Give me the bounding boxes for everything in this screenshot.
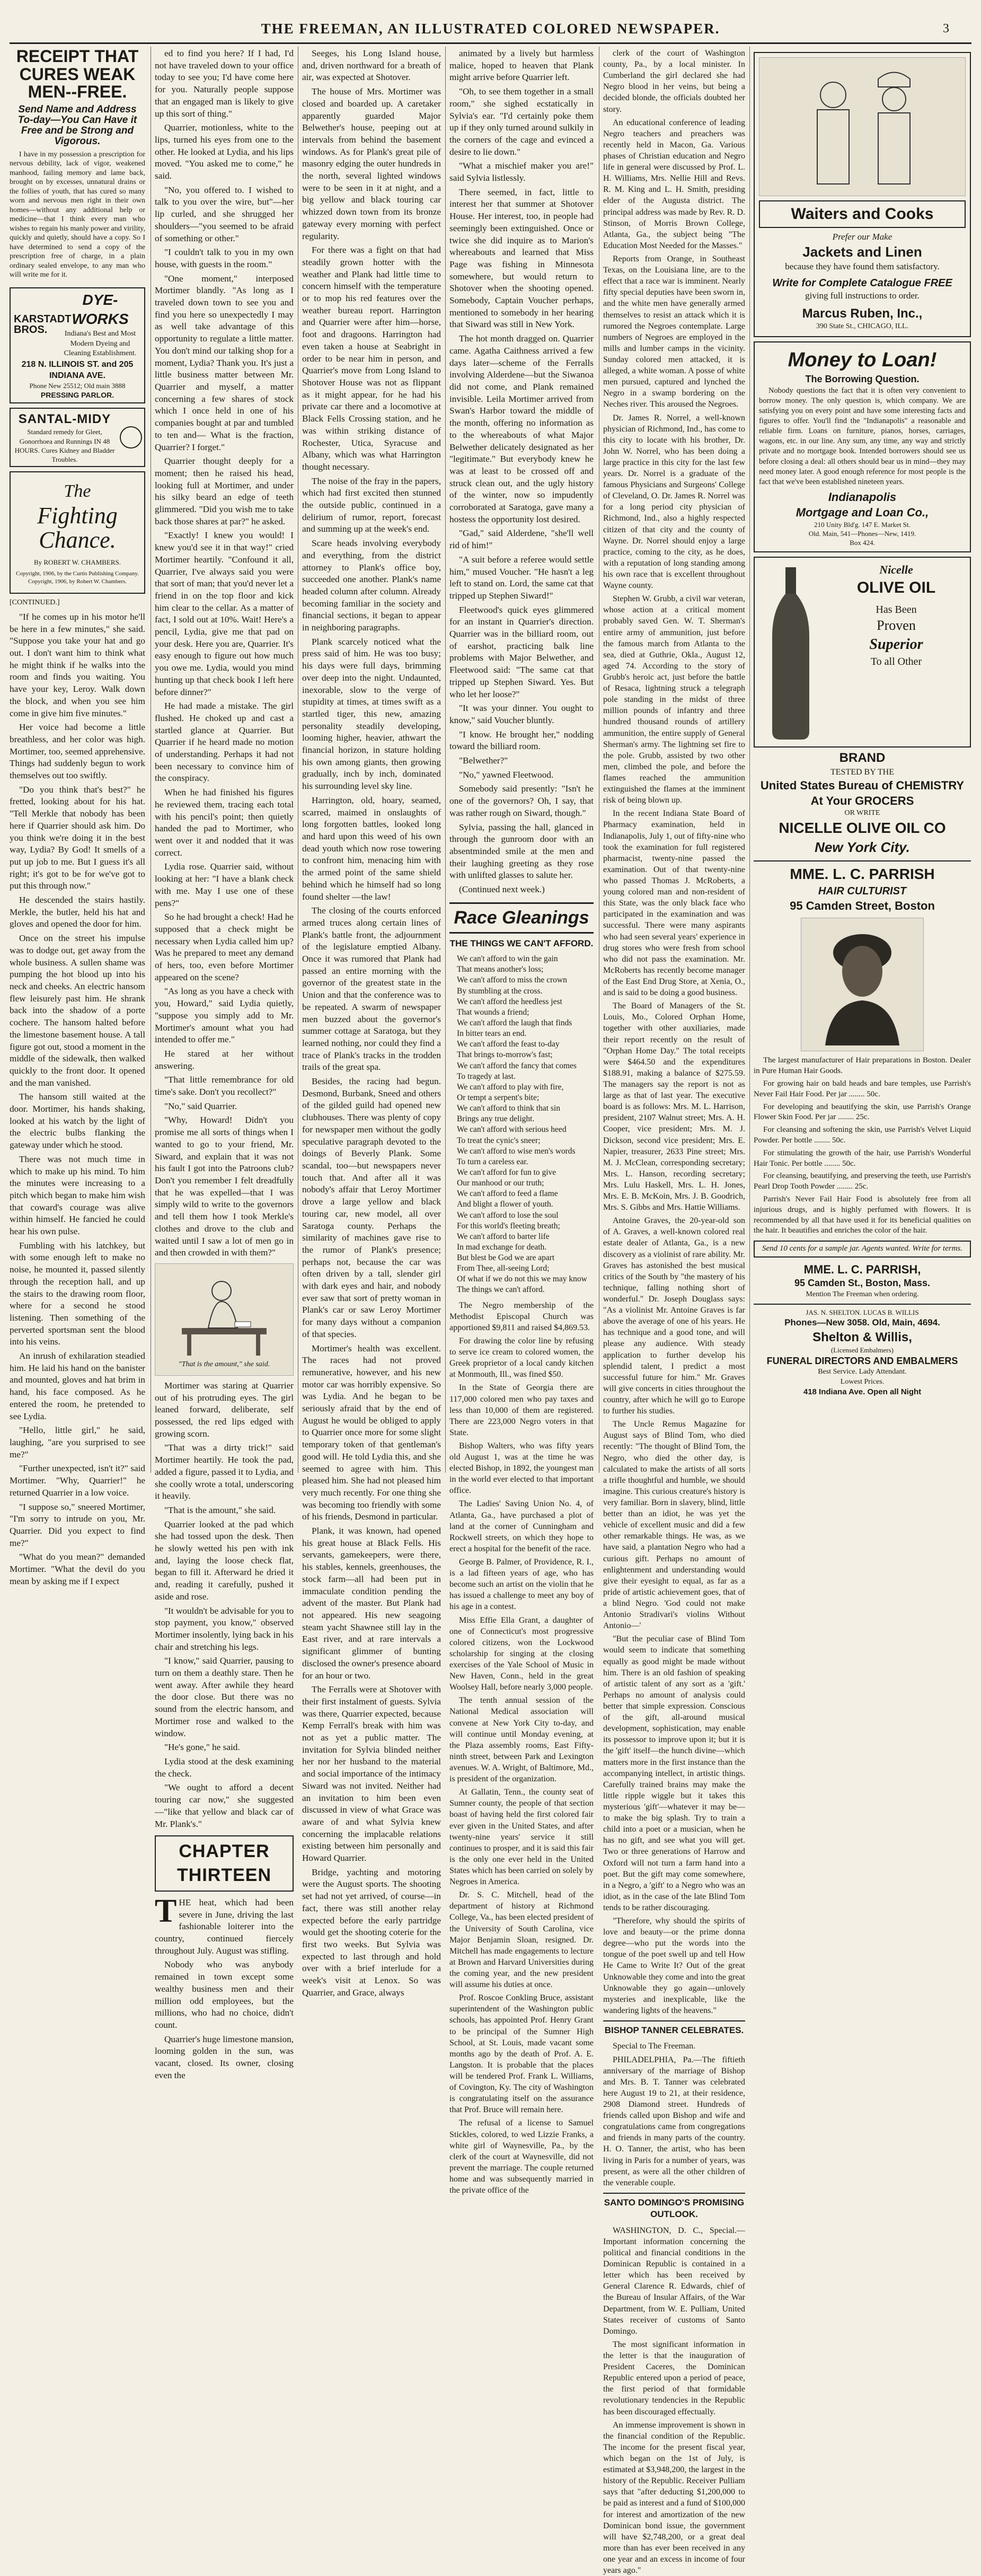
story-paragraph: For there was a fight on that had steadily grown hotter with the weather and Plank had little time to concern himself with the temperature or to mop his red features over the weather bureau report. Harrington and Quarrier were after him—horse, foot and dragoons. Harrington had even taken a house at Seabright in order to be near him in person, and Quarrier's move from Long Island to Shotover House was not as flippant as it might appear, for he had his private car there and a locomotive at Black Fells Crossing station, and he was within striking distance of Rochester, Utica, Syracuse and Albany, which was what Harrington thought necessary. — [302, 245, 441, 472]
column-rule — [749, 47, 750, 1473]
news-item: The tenth annual session of the National Medical association will convene at New York City to-day, and will continue until Monday evening, at the Plaza assembly rooms, East Fifty-ninth street, between Park and Lexington avenues. W. A. Wright, of Baltimore, Md., is president of the organization. — [449, 1696, 594, 1784]
news-item: George B. Palmer, of Providence, R. I., is a lad fifteen years of age, who has become such an artist on the violin that he has issued a challenge to meet any boy of his age in a contest. — [449, 1558, 594, 1612]
story-paragraph: Fleetwood's quick eyes glimmered for an instant in Quarrier's direction. Quarrier was in the billiard room, out of earshot, practicing balk line problems with Major Belwether, and Fleetwood said: "The same cat that tripped up Stephen Siward. Yes. But who let her loose?" — [449, 604, 594, 699]
story-title-the: The — [64, 481, 91, 501]
ad-oil-line6: TESTED BY THE — [830, 768, 894, 777]
poem-line: From Thee, all-seeing Lord; — [457, 1264, 550, 1273]
ad-dye-works — [10, 287, 145, 403]
ad-oil-brand: Nicelle — [879, 563, 913, 577]
news-item: An educational conference of leading Negro teachers and preachers was recently held in Macon, Ga. Various phases of Christian education and Negro life in general were discussed by Prof. L. H. Williams, Mrs. Nellie Hill and Revs. R. M. King and L. H. Smith, presiding elder of the Augusta district. The principal address was made by Rev. R. D. Stinson, of Morris Brown College, Atlanta, Ga., the subject being "The Education Most Needed for the Masses." — [603, 118, 745, 250]
story-body-3 — [302, 48, 441, 1999]
chapter-paragraph: Quarrier's huge limestone mansion, looming golden in the sun, was vacant, closed. Its owner, closing even the — [155, 2034, 294, 2080]
story-paragraph: (Continued next week.) — [459, 884, 545, 895]
news-item: "Therefore, why should the spirits of love and beauty—or the prime donna degree—who put the words into the tongue of the poet swell up and tell How He Came to Write It? Out of the great Unknowable they come and into the great Unknowable they go again—unlovely mysteries and inexplicable, like the wandering lights of the heavens." — [603, 1916, 745, 2015]
news-item: clerk of the court of Washington county, Pa., by a local minister. In Cumberland the girl declared she had Negro blood in her veins, but being a decided blonde, the officials doubted her story. — [603, 49, 745, 114]
illustration-woman-at-desk — [155, 1263, 294, 1376]
story-paragraph: Scare heads involving everybody and everything, from the district attorney to Plank's office boy, succeeded one another. Plank's name headed column after column. Already becoming familiar in the society and financial sections, it began to appear in neighboring paragraphs. — [302, 538, 441, 633]
ad-money-subtitle: The Borrowing Question. — [805, 373, 920, 384]
story-paragraph: "Oh, to see them together in a small room," she sighed ecstatically in Sylvia's ear. "I'd certainly poke them up if they only turned around sulkily in the corners of the cage and evinced a desire to lie down." — [449, 86, 594, 157]
story-paragraph: There was not much time in which to make up his mind. To him the minutes were increasing to a pitch which began to make him wish that coward's courage was alive within himself. He fancied he could hear his own pulse. — [10, 1154, 145, 1237]
ad-waiters-address: 390 State St., CHICAGO, ILL. — [816, 322, 909, 331]
story-paragraph: "Gad," said Alderdene, "she'll well rid of him!" — [449, 528, 594, 551]
poem-line: We can't afford to play with fire, — [457, 1082, 564, 1092]
column-3 — [302, 48, 441, 1998]
story-paragraph: Besides, the racing had begun. Desmond, Burbank, Sneed and others of the gilded guild had opened new clubhouses. There was plenty of copy for newspaper men without the godly speculative paragraph devoted to the doings of Beverly Plank. Some scandal, too—but newspapers never touch that. And after all it was nobody's affair that Leroy Mortimer drove a large yellow and black touring car, new model, all over Saratoga county. Perhaps the similarity of machines gave rise to the rumor of Plank's presence; perhaps not, because the car was often driven by a tall, slender girl with dark eyes and hair, and nobody ever saw that sort of pretty woman in Plank's car or saw Leroy Mortimer for many days without a companion of that species. — [302, 1076, 441, 1339]
story-paragraph: The house of Mrs. Mortimer was closed and boarded up. A caretaker apparently guarded Major Belwether's house, peeping out at intervals from behind the basement windows. As for Plank's great pile of masonry edging the outer hundreds in the north, several lighted windows were to be seen in it at night, and a big yellow and black touring car whizzed down town from its bronze gateway every morning with perfect regularity. — [302, 86, 441, 241]
news-item: The Uncle Remus Magazine for August says of Blind Tom, who died recently: "The thought of Blind Tom, the Negro, who died the other day, is calculated to make the artists of all sorts a trifle thoughtful and humble, we should imagine. This curious creature's history is very familiar. Born in slavery, blind, little better than an idiot, he was yet the vehicle of excellent music and did a few other remarkable things. He was, as we have said, a plantation Negro who had a curious gift. Perhaps no amount of enlightenment and understanding would give their eyesight to equal, as far as a pride of artistic achievement goes, that of a blind Negro. 'God could not make Antonio Stradivari's violins Without Antonio—' — [603, 1420, 745, 1631]
poem-title: THE THINGS WE CAN'T AFFORD. — [449, 938, 594, 948]
story-paragraph: "It was your dinner. You ought to know," said Voucher bluntly. — [449, 703, 594, 725]
poem-line: We can't afford the laugh that finds — [457, 1018, 572, 1027]
ad-funeral-service: Best Service. Lady Attendant. — [818, 1368, 907, 1376]
story-paragraph: The hansom still waited at the door. Mortimer, his hands shaking, looked at his watch by the light of the electric bulbs flanking the gateway under which he stood. — [10, 1092, 145, 1150]
chapter-dropcap: T — [155, 1893, 177, 1929]
chapter-heading: CHAPTER THIRTEEN — [155, 1835, 294, 1892]
story-paragraph: "Do you think that's best?" he fretted, looking about for his hat. "Tell Merkle that nobody has been here if Quarrier should ask him. Do you think we're doing it in the best way, Lydia? By God! It smells of a put up job to me. But I guess it's all right; it's got to be for we've got to put this through now." — [10, 784, 145, 891]
story-paragraph: "What a mischief maker you are!" said Sylvia listlessly. — [449, 161, 594, 183]
ad-parrish-line: For cleansing and softening the skin, use Parrish's Velvet Liquid Powder. Per bottle ........ 50c. — [754, 1126, 971, 1145]
story-paragraph: Fumbling with his latchkey, but with some enough left to make no noise, he mounted it, passed silently through the reception hall, and up the stairs to the drawing room floor, where for a second he stood listening. Then something of the perverted sportsman sent the blood into his veins. — [10, 1240, 145, 1347]
ad-waiters-line5: giving full instructions to order. — [805, 291, 920, 301]
ad-receipt-body: I have in my possession a prescription for nervous debility, lack of vigor, weakened manhood, failing memory and lame back, brought on by excesses, unnatural drains or the follies of youth, that has cured so many worn and nervous men right in their own homes—without any additional help or medicine—that I think every man who wishes to regain his manly power and virility, quickly and quietly, should have a copy. So I have determined to send a copy of the prescription free of charge, in a plain ordinary sealed envelope, to any man who will write me for it. — [10, 150, 145, 279]
portrait-photo — [801, 918, 924, 1051]
ad-oil-title: OLIVE OIL — [856, 579, 936, 597]
ad-money-box: Box 424. — [850, 539, 875, 547]
ad-funeral-names: JAS. N. SHELTON. LUCAS B. WILLIS — [806, 1308, 919, 1317]
oil-bottle-icon — [759, 562, 823, 742]
news-paragraph: Special to The Freeman. — [613, 2042, 696, 2051]
story-paragraph: "That was a dirty trick!" said Mortimer heartily. He took the pad, added a figure, passed it to Lydia, and she coolly wrote a total, underscoring it heavily. — [155, 1443, 294, 1501]
poem-line: Our manhood or our truth; — [457, 1179, 544, 1188]
poem-line: We can't afford the heedless jest — [457, 997, 562, 1006]
ad-money-title: Money to Loan! — [788, 348, 937, 371]
ad-parrish-line: For stimulating the growth of the hair, use Parrish's Wonderful Hair Tonic. Per bottle ........ 50c. — [754, 1148, 971, 1168]
story-paragraph: There seemed, in fact, little to interest her that summer at Shotover House. Her interest, too, in people had seemingly been extinguished. Once or twice she did inquire as to Marion's whereabouts and learned that Miss Page was fishing in Minnesota somewhere, but would return to Shotover when the shooting opened. Somebody, Captain Voucher perhaps, mentioned to somebody in her hearing that Siward was still in New York. — [449, 187, 594, 330]
column-5 — [603, 48, 745, 2575]
news-item: The Negro membership of the Methodist Episcopal Church was apportioned $9,811 and raised $4,869.53. — [449, 1300, 594, 1332]
story-body-4 — [449, 48, 594, 896]
news-paragraph: An immense improvement is shown in the financial condition of the Republic. The income for the present fiscal year, which began on the 1st of July, is estimated at $3,948,200, the largest in the history of the Republic. Receiver Pulliam says that "after deducting $1,200,000 to be paid as interest and a fund of $100,000 for interest and amortization of the new Dominican bond issue, the government will have $2,748,200, or a great deal more than has ever been received in any one year and an excess in income of four years ago." — [603, 2420, 745, 2575]
news-body-5 — [603, 48, 745, 2016]
ad-parrish-line: For growing hair on bald heads and bare temples, use Parrish's Never Fail Hair Food. Per jar ........ 50c. — [754, 1079, 971, 1098]
ad-oil-line5: BRAND — [839, 751, 886, 766]
poem-line: Or tempt a serpent's bite; — [457, 1093, 540, 1102]
ad-parrish-line: For developing and beautifying the skin, use Parrish's Orange Flower Skin Food. Per jar ........ 25c. — [754, 1102, 971, 1122]
news-paragraph: PHILADELPHIA, Pa.—The fiftieth anniversary of the marriage of Bishop and Mrs. B. T. Tanner was celebrated here August 19 to 21, at their residence, 2908 Diamond street. Hundreds of friends called upon Bishop and wife and congratulations came from congregations and friends in many parts of the country. H. O. Tanner, the artist, who has been living in Paris for a number of years, was present, as were all the other children of the venerable couple. — [603, 2055, 745, 2187]
news-item: "But the peculiar case of Blind Tom would seem to indicate that something equally as good might be made without him. There is an old fashion of speaking of artistic talent of any sort as a 'gift.' Perhaps no amount of analysis could better that simple expression. Conscious of the gift, all-around musical development, sophistication, may enable its possessor to improve upon it; but it is the 'gift' itself—the hunch divine—which matters more in the first instance than the accompanying intellect, in artistic things. Carefully trained brains may make the little ripple wiggle but it takes this mysterious 'gift'—whatever it may be—to make the big splash. Try to train a child into a poet or a musician, when he has no gift, and see what you will get. Two or three generations of Harrow and Oxford will not turn a farm hand into a poet. But the gift may come somewhere, in a Negro, a 'gift' to a Negro who was an idiot, as in the case of the late Blind Tom tends to be rather discouraging. — [603, 1634, 745, 1912]
ad-waiters-line2: Jackets and Linen — [802, 244, 922, 260]
masthead-title: THE FREEMAN, AN ILLUSTRATED COLORED NEWSPAPER. — [261, 21, 720, 37]
ad-parrish-address: 95 Camden Street, Boston — [790, 899, 935, 913]
story-paragraph: When he had finished his figures he reviewed them, tracing each total with his pencil's point; then quietly handed the pad to Mortimer, who went over it and nodded that it was correct. — [155, 787, 294, 858]
ad-funeral-firm: Shelton & Willis, — [812, 1330, 912, 1344]
ad-parrish-line: For cleansing, beautifying, and preserving the teeth, use Parrish's Pearl Drop Tooth Powder ........ 25c. — [754, 1172, 971, 1191]
story-paragraph: Somebody said presently: "Isn't he one of the governors? Oh, I say, that was rather rough on Siward, though." — [449, 784, 594, 818]
portrait-icon — [809, 924, 915, 1045]
poem — [449, 954, 594, 1296]
story-paragraph: "One moment," interposed Mortimer blandly. "As long as I traveled down town to see you and find you here so unexpectedly I may as well take advantage of this opportunity to regulate a little matter. You don't mind our talking shop for a moment, Lydia? Thank you. It's just a little business matter between Mr. Quarrier and myself, a matter concerning a few shares of stock which I once held in one of his companies bought at par and tumbled to ten and— What is the fraction, Quarrier? I forget." — [155, 273, 294, 452]
story-title: Fighting Chance. — [37, 502, 118, 553]
story-paragraph: Mortimer's health was excellent. The races had not proved remunerative, however, and his new motor car was horribly expensive. So was Lydia. And he began to be seriously afraid that by the end of August he would be obliged to apply to Quarrier once more for some slight temporary token of that gentleman's good will. He told Lydia this, and she seemed to agree with him. This pleased him. She had not pleased him very much recently. For one thing she was becoming too friendly with some of his friends, Desmond in particular. — [302, 1343, 441, 1522]
column-1 — [10, 47, 145, 1586]
poem-line: In mad exchange for death. — [457, 1242, 547, 1252]
ad-money-phone: Old. Main, 541—Phones—New, 1419. — [808, 530, 916, 538]
story-paragraph: "I know," said Quarrier, pausing to turn on them a deathly stare. Then he went away. After awhile they heard the door close. But there was no sound from the electric hansom, and Mortimer rose and walked to the window. — [155, 1656, 294, 1738]
ad-parrish-line: Parrish's Never Fail Hair Food is absolutely free from all injurious drugs, and is highly perfumed with flowers. It is recommended by all that have used it for its beneficial qualities on the hair. It beautifies and enriches the color of the hair. — [754, 1194, 971, 1235]
story-paragraph: Lydia rose. Quarrier said, without looking at her: "I have a blank check with me. May I use one of these pens?" — [155, 861, 294, 908]
story-paragraph: Bridge, yachting and motoring were the August sports. The shooting set had not yet arrived, of course—in fact, there was still another relay expected before the early partridge would get the shooting coterie for the first two weeks. But Sylvia was expected to last through and hold over with a brief interlude for a week's visit at Lenox. So was Quarrier, and Grace, always — [302, 1867, 441, 1998]
ad-parrish-name: MME. L. C. PARRISH — [790, 866, 935, 883]
poem-line: We can't afford to think that sin — [457, 1104, 560, 1113]
story-paragraph: "No, you offered to. I wished to talk to you over the wire, but"—her lip curled, and she shrugged her shoulders—"you seemed to be afraid of something or other." — [155, 184, 294, 243]
story-paragraph: "I know. He brought her," nodding toward the billiard room. — [449, 729, 594, 752]
story-paragraph: "That is the amount," she said. — [164, 1505, 276, 1515]
story-paragraph: He had made a mistake. The girl flushed. He choked up and cast a startled glance at Quarrier. But Quarrier if he heard made no motion of understanding. Perhaps it had not been necessary to convince him of the conspiracy. — [155, 701, 294, 784]
ad-parrish-mention: Mention The Freeman when ordering. — [806, 1290, 919, 1298]
poem-line: For this world's fleeting breath; — [457, 1221, 560, 1230]
story-body-2b — [155, 1380, 294, 1830]
poem-line: The things we can't afford. — [457, 1285, 545, 1295]
ad-money-firm2: Mortgage and Loan Co., — [796, 505, 929, 519]
bishop-body — [603, 2041, 745, 2188]
ad-santal-body: Standard remedy for Gleet, Gonorrhoea and Runnings IN 48 HOURS. Cures Kidney and Bladder Troubles. — [14, 428, 115, 463]
ad-dye-body: Indiana's Best and Most Modern Dyeing and Cleaning Establishment. — [64, 330, 137, 358]
ad-money-loan — [754, 341, 971, 553]
story-paragraph: Once on the street his impulse was to dodge out, get away from the whole business. A sullen shame was pumping the hot blood up into his neck and cheeks. An electric hansom flew leisurely past him. He shrank back into the shadow of a porte cochere. The hansom halted before the limestone basement house. A tall figure got out, stood a moment in the middle of the sidewalk, then walked quickly to the front door. It opened and the man vanished. — [10, 933, 145, 1088]
race-items — [449, 1300, 594, 2196]
chapter-first-paragraph: HE heat, which had been severe in June, driving the last fashionable loiterer into the country, continued fiercely throughout July. August was stifling. — [155, 1897, 294, 1956]
story-paragraph: Sylvia, passing the hall, glanced in through the gunroom door with an absentminded smile at the men and their laughing greeting as they rose with unlifted glasses to salute her. — [449, 822, 594, 881]
poem-line: And blight a flower of youth. — [457, 1200, 553, 1209]
poem-line: Of what if we do not this we may know — [457, 1274, 587, 1284]
news-item: Prof. Roscoe Conkling Bruce, assistant superintendent of the Washington public schools, has appointed Prof. Henry Grant to be principal of the Sumner High School, at St. Louis, made vacant some months ago by the death of Prof. A. E. Langston. It is probable that the places will be tendered Prof. Frank L. Williams, of Covington, Ky. The city of Washington is congratulating itself on the assurance that Prof. Bruce will remain here. — [449, 1993, 594, 2115]
news-item: The Ladies' Saving Union No. 4, of Atlanta, Ga., have purchased a plot of land at the corner of Cunningham and Rockwell streets, on which they hope to erect a hospital for the benefit of the race. — [449, 1499, 594, 1553]
story-paragraph: The Ferralls were at Shotover with their first instalment of guests. Sylvia was there, Quarrier expected, because Kemp Ferrall's break with him was not as yet a public matter. The invitation for Sylvia blinded neither her nor her husband to the material and social importance of the intimacy Siward was not invited. Neither had an invitation to him been even discussed in view of what Grace was aware of and what Sylvia knew concerning the implacable relations existing between him personally and Howard Quarrier. — [302, 1684, 441, 1863]
ad-waiters-firm: Marcus Ruben, Inc., — [802, 306, 923, 321]
woman-at-desk-icon — [171, 1270, 277, 1360]
ad-oil-line4: To all Other — [870, 655, 922, 667]
story-paragraph: The noise of the fray in the papers, which had first excited then stunned the outside public, continued in a delirium of rumor, report, forecast and summing up at the week's end. — [302, 476, 441, 534]
poem-line: But blest be God we are apart — [457, 1253, 555, 1263]
news-item: At Gallatin, Tenn., the county seat of Sumner county, the people of that section boast of having held the first colored fair ever given in the United States, and after twenty-nine years' service it still continues to prosper, and it is said this fair is the only one ever held in the United States which has been carried on solely by Negroes in America. — [449, 1788, 594, 1887]
story-paragraph: "Exactly! I knew you would! I knew you'd see it in that way!" cried Mortimer heartily. "Confound it all, Quarrier, I've always said you were that sort of man; that you'd never let a friend in on the top floor and kick him clear to the cellar. As a matter of fact, I sold out at 10%. Wait! Here's a pencil, Lydia, give me that pad on your desk. Here you are, Quarrier. It's easy enough to figure out how much you owe me. Lydia, would you mind hunting up that check book I left here before dinner?" — [155, 530, 294, 697]
ad-oil-line3: Superior — [869, 636, 923, 653]
story-paragraph: Quarrier looked at the pad which she had tossed upon the desk. Then he slowly wetted his pen with ink and, laying the loose check flat, began to fill it. Afterward he dried it and, reading it carefully, pushed it aside and rose. — [155, 1519, 294, 1602]
poem-line: Brings any true delight. — [457, 1114, 535, 1124]
story-paragraph: Quarrier thought deeply for a moment; then he raised his head, looking full at Mortimer, and under his silky beard an edge of teeth glimmered. "Did you wish me to take back those shares at par?" he asked. — [155, 456, 294, 526]
column-2 — [155, 48, 294, 2080]
story-paragraph: "Belwether?" — [459, 755, 508, 766]
page-number: 3 — [943, 22, 949, 36]
chapter-paragraph: Nobody who was anybody remained in town except some wealthy business men and their million odd employees, but the millions, who had no choice, didn't count. — [155, 1959, 294, 2030]
story-paragraph: Seeges, his Long Island house, and, driven northward for a breath of air, was expected at Shotover. — [302, 48, 441, 83]
story-paragraph: "Why, Howard! Didn't you promise me all sorts of things when I wanted to go to your friend, Mr. Siward, and explain that it was not his fault I got into the Patroons club? Don't you remember I felt dreadfully that he was expelled—that I was simply wild to write to the governors and tell them how I took Merkle's clothes and drove to the club and waited until I saw a lot of men go in and then crowded in with them?" — [155, 1115, 294, 1258]
story-paragraph: An inrush of exhilaration steadied him. He laid his hand on the banister and mounted, gloves and hat brim in hand, his face composed. As he entered the room, he pretended to see Lydia. — [10, 1351, 145, 1421]
news-paragraph: The most significant information in the letter is that the inauguration of President Caceres, the Dominican Republic entered upon a period of peace, the first period of that formidable revolutionary tendencies in the Republic has been discouraged effectually. — [603, 2340, 745, 2416]
ad-oil-line9: OR WRITE — [844, 809, 880, 817]
news-item: In the recent Indiana State Board of Pharmacy examination, held in Indianapolis, July 1, out of fifty-nine who took the examination for full registered pharmacist, twenty-nine passed the examination. Out of that twenty-nine who passed Thomas J. McRoberts, a young colored man and non-resident of this State, was the only black face who participated in the examination and was successful. There were many aspirants who had seen several years' experience in drug stores who were fresh from school who did not pass the examination. Mr. McRoberts has recently become manager of the East End Drug Store, at Xenia, O., and is said to be doing a good business. — [603, 809, 745, 998]
story-paragraph: animated by a lively but harmless malice, hoped to heaven that Plank might arrive before Quarrier left. — [449, 48, 594, 83]
ad-money-address: 210 Unity Bld'g. 147 E. Market St. — [814, 520, 911, 529]
ad-santal-title: SANTAL-MIDY — [18, 411, 111, 426]
news-item: Antoine Graves, the 20-year-old son of A. Graves, a well-known colored real estate dealer of Atlanta, Ga., is a new discovery as a violinist of rare ability. Mr. Graves has astonished the best musical critics of the South by "the mastery of his technique, falling nothing short of wonderful." Dr. Joseph Douglass says: "As a violinist Mr. Antoine Graves is far above the average of one of his years. He has technique and a good tone, and will please any audience. With steady application to further develop his splendid talent, I predict a most successful future for him." Mr. Graves will give concerts in cities throughout the country, after which he will go to Europe to further his studies. — [603, 1216, 745, 1416]
ad-parrish-trade: HAIR CULTURIST — [818, 885, 907, 897]
news-item: The refusal of a license to Samuel Stickles, colored, to wed Lizzie Franks, a white girl of Waynesville, Pa., by the clerk of the court at Waynesville, did not prevent the marriage. The couple returned home and was subsequently married in the private office of the — [449, 2118, 594, 2195]
story-copyright: Copyright, 1906, by the Curtis Publishing Company. Copyright, 1906, by Robert W. Chambers. — [16, 570, 139, 585]
story-paragraph: "Further unexpected, isn't it?" said Mortimer. "Why, Quarrier!" he returned Quarrier in a low voice. — [10, 1463, 145, 1498]
story-paragraph: He descended the stairs hastily. Merkle, the butler, held his hat and gloves and opened the door for him. — [10, 895, 145, 929]
news-item: In the State of Georgia there are 117,000 colored men who pay taxes and less than 10,000 of them are registered. There are 223,000 Negro voters in that State. — [449, 1383, 594, 1437]
santo-body — [603, 2225, 745, 2576]
masthead-rule — [10, 42, 971, 44]
poem-line: We can't afford with serious heed — [457, 1125, 567, 1135]
ad-waiters — [754, 52, 971, 337]
ad-waiters-title: Waiters and Cooks — [759, 200, 966, 228]
story-paragraph: "No," yawned Fleetwood. — [459, 769, 554, 780]
story-paragraph: "A suit before a referee would settle him," mused Voucher. "He hasn't a leg left to stand on. Lord, the same cat that tripped up Stephen Siward!" — [449, 554, 594, 601]
ad-olive-oil — [754, 557, 971, 748]
ad-dye-foot: PRESSING PARLOR. — [40, 391, 114, 400]
story-paragraph: "He's gone," he said. — [164, 1742, 240, 1753]
story-paragraph: "No," said Quarrier. — [164, 1101, 237, 1111]
story-paragraph: "If he comes up in his motor he'll be here in a few minutes," she said. "Suppose you take your hat and go out. I don't want him to think what he might think if he walks into the room and finds you waiting. You have your key, Leroy. Walk down the block, and when you see him come in give him five minutes." — [10, 611, 145, 718]
race-gleanings-heading: Race Gleanings — [449, 902, 594, 934]
capsule-icon — [120, 426, 142, 449]
ad-parrish-body — [754, 1056, 971, 1236]
ad-funeral-phones: Phones—New 3058. Old, Main, 4694. — [784, 1317, 940, 1328]
story-paragraph: The closing of the courts enforced armed truces along certain lines of Plank's battle front, the adjournment of the legislature emptied Albany. Once it was rumored that Plank had passed an entire morning with the governor of the greatest state in the Union and that the conference was to be repeated. A swarm of newspaper men buzzed about the governor's summer cottage at Saratoga, but they learned nothing, nor could they find a trace of Plank's tracks in the trodden trails of the great spa. — [302, 905, 441, 1072]
ad-oil-line8: At Your GROCERS — [810, 794, 914, 808]
ad-receipt-title: RECEIPT THAT CURES WEAK MEN--FREE. — [16, 47, 139, 102]
masthead — [0, 0, 981, 41]
ad-oil-city: New York City. — [815, 839, 910, 855]
ad-dye-name: KARSTADT BROS. — [14, 313, 72, 336]
ad-funeral-licensed: (Licensed Embalmers) — [830, 1346, 894, 1355]
ad-parrish-line: The largest manufacturer of Hair preparations in Boston. Dealer in Pure Human Hair Goods. — [754, 1056, 971, 1076]
news-item: The Board of Managers of the St. Louis, Mo., Colored Orphan Home, together with other auxiliaries, made their report recently on the result of "Orphan Home Day." The total receipts were $464.50 and the expenditures $188.91, making a balance of $275.59. The managers say the report is not as large as that of last year. The executive board is as follows: Mrs. M. L. Harrison, president, 2107 Walnut street; Mrs. A. H. Cooper, vice president; Mrs. M. J. Dickson, second vice president; Mrs. E. Napier, treasurer, 2633 Pine street; Mrs. M. J. McClean, corresponding secretary; Mrs. L. Hanson, recording secretary; Mrs. Lulu Haskell, Mrs. L. H. Jones, Mrs. E. B. McKoin, Mrs. J. B. Goodrich, Mrs. S. Gibbs and Mrs. Hattie Williams. — [603, 1001, 745, 1212]
poem-line: That means another's loss; — [457, 965, 544, 974]
story-paragraph: "As long as you have a check with you, Howard," said Lydia quietly, "suppose you simply add to Mr. Mortimer's amount what you had intended to offer me." — [155, 986, 294, 1045]
ad-funeral-address: 418 Indiana Ave. Open all Night — [803, 1387, 922, 1397]
ad-santal-midy — [10, 408, 145, 467]
column-4 — [449, 48, 594, 2195]
story-paragraph: "I couldn't talk to you in my own house, with guests in the room." — [155, 247, 294, 269]
story-paragraph: "What do you mean?" demanded Mortimer. "What the devil do you mean by asking me if I expect — [10, 1552, 145, 1586]
poem-line: To treat the cynic's sneer; — [457, 1136, 541, 1145]
ad-parrish — [754, 860, 971, 1299]
ad-funeral-title: FUNERAL DIRECTORS AND EMBALMERS — [766, 1355, 958, 1366]
story-paragraph: So he had brought a check! Had he supposed that a check might be necessary when Lydia called him up? Was he prepared to meet any demand of hers, too, even before Mortimer appeared on the scene? — [155, 912, 294, 982]
ad-funeral-prices: Lowest Prices. — [840, 1377, 885, 1386]
poem-line: We can't afford to wise men's words — [457, 1146, 576, 1156]
story-paragraph: Quarrier, motionless, white to the lips, turned his eyes from one to the other. He looked at Lydia, and his lips moved. "You asked me to come," he said. — [155, 122, 294, 181]
story-paragraph: ed to find you here? If I had, I'd not have traveled down to your office today to see you; I'd have come here for you. Naturally people suppose that an engaged man is likely to give up this sort of thing." — [155, 48, 294, 119]
ad-olive-oil-bottom — [754, 750, 971, 856]
news-item: Stephen W. Grubb, a civil war veteran, whose action at a critical moment probably saved Gen. W. T. Sherman's entire army of ammunition, just before the famous march from Atlanta to the sea, died at Guthrie, Okla., August 12, aged 74. According to the story of Grubb's heroic act, just before the battle of Resaca, lightning struck a telegraph pole standing in the midst of three million pounds of infantry and three hundred thousand rounds of artillery ammunition, the entire supply of General Sherman's army. The lightning set fire to the pole. Grubb, assisted by two other men, climbed the pole, and before the flames reached the ammunition extinguished the flames at the imminent risk of being blown up. — [603, 594, 745, 805]
poem-line: We can't afford the feast to-day — [457, 1040, 560, 1049]
news-paragraph: WASHINGTON, D. C., Special.—Important information concerning the political and financial conditions in the Dominican Republic is contained in a letter which has been received by General Clarence R. Edwards, chief of the Bureau of Insular Affairs, of the War Department, from W. E. Pulliam, United States receiver of customs of Santo Domingo. — [603, 2226, 745, 2336]
ad-money-body: Nobody questions the fact that it is often very convenient to borrow money. The only question is, which company. We are satisfying you on every point and have some interesting facts and figures to offer. You'll find the "Indianapolis" a reasonable and reliable firm. Loans on furniture, pianos, horses, carriages, wagons, etc. in our line. Any sum, any time, any way and strictly private and no mortgage book. Intended borrowers should see us before closing a deal: all others should bear us in mind—they may need money later. A good enough reference for most people is the fact that we've been established nineteen years. — [759, 386, 966, 486]
news-item: Reports from Orange, in Southeast Texas, on the Louisiana line, are to the effect that a race war is imminent. Nearly fifty special deputies have been sworn in, and the white men have generally armed themselves to resist an attack which it is rumored the Negroes contemplate. Large numbers of Negroes are employed in the mills and lumber camps in the vicinity. Sunday colored men attacked, it is alleged, a white woman. A posse of white men pursued, captured and lynched the Negro in a swamp bordering on the Neches river. This aroused the Negroes. — [603, 254, 745, 409]
ad-funeral — [754, 1304, 971, 1397]
ad-parrish-stamp: Send 10 cents for a sample jar. Agents wanted. Write for terms. — [754, 1241, 971, 1258]
story-paragraph: "Hello, little girl," he said, laughing, "are you surprised to see me?" — [10, 1425, 145, 1460]
illustration-caption: "That is the amount," she said. — [178, 1360, 270, 1368]
ad-money-firm1: Indianapolis — [828, 490, 897, 504]
poem-line: We can't afford for fun to give — [457, 1167, 556, 1177]
ad-parrish-name2: MME. L. C. PARRISH, — [803, 1262, 921, 1276]
ad-dye-phone: Phone New 25512; Old main 3888 — [29, 382, 126, 390]
news-item: Bishop Walters, who was fifty years old August 1, was at the time he was elected Bishop, in 1892, the youngest man in the world ever elected to that important office. — [449, 1441, 594, 1496]
poem-line: To turn a careless ear. — [457, 1157, 528, 1166]
ad-oil-firm: NICELLE OLIVE OIL CO — [779, 819, 946, 836]
poem-line: By stumbling at the cross. — [457, 986, 543, 996]
news-item: Miss Effie Ella Grant, a daughter of one of Connecticut's most progressive colored citizens, won the Lockwood scholarship for singing at the closing exercises of the Yale School of Music in New Haven, Conn., held in the great Woolsey Hall, before nearly 3,000 people. — [449, 1615, 594, 1692]
news-item: Dr. James R. Norrel, a well-known physician of Richmond, Ind., has come to this city to locate with his brother, Dr. John W. Norrel, who has been doing a large practice in this city for the last few years. Dr. Norrel is a graduate of the famous Physicians and Surgeons' College of Cleveland, O. Dr. James R. Norrel was for a long period city physician of Richmond, Ind., also a highly respected citizen of that city and the county of Wayne. Dr. Norrel should enjoy a large practice, coming to the city, as he does, with a reputation of long standing among his own race that is excellent throughout Wayne county. — [603, 413, 745, 591]
story-paragraph: He stared at her without answering. — [155, 1048, 294, 1071]
story-paragraph: "We ought to afford a decent touring car now," she suggested—"like that yellow and black car of Mr. Plank's." — [155, 1782, 294, 1829]
story-paragraph: Her voice had become a little breathless, and her color was high. Mortimer, too, seemed apprehensive. Things had suddenly begun to work themselves out too swiftly. — [10, 722, 145, 781]
ad-parrish-address2: 95 Camden St., Boston, Mass. — [794, 1277, 931, 1288]
poem-line: We can't afford to miss the crown — [457, 975, 567, 985]
poem-line: We can't afford to barter life — [457, 1232, 550, 1241]
story-paragraph: "That little remembrance for old time's sake. Don't you recollect?" — [155, 1075, 294, 1097]
poem-line: We can't afford to win the gain — [457, 954, 558, 964]
continued-label: [CONTINUED.] — [10, 599, 60, 607]
story-paragraph: Harrington, old, hoary, seamed, scarred, maimed in onslaughts of long forgotten battles, looked long and hard upon this weed of his own dead youth which now rose towering to confront him, menacing him with the armed point of the same shield behind which he himself had so long found shelter —the law! — [302, 795, 441, 902]
news-item: For drawing the color line by refusing to serve ice cream to colored women, the Greek proprietor of a local candy kitchen at Monmouth, Ill., was fined $50. — [449, 1336, 594, 1379]
ad-oil-line2: Proven — [877, 618, 916, 634]
ad-waiters-line1: Prefer our Make — [832, 231, 892, 242]
story-paragraph: Lydia stood at the desk examining the check. — [155, 1756, 294, 1779]
ad-dye-address: 218 N. ILLINOIS ST. and 205 INDIANA AVE. — [21, 359, 134, 380]
waiter-and-cook-icon — [783, 63, 942, 190]
story-byline: By ROBERT W. CHAMBERS. — [33, 558, 121, 567]
story-body — [10, 611, 145, 1588]
story-paragraph: Plank, it was known, had opened his great house at Black Fells. His servants, gamekeepers, were there, his stables, kennels, greenhouses, the stock farm—all had been put in immaculate condition pending the advent of the master. But Plank had not appeared. His new seagoing steam yacht Shawnee still lay in the East river, and at rare intervals a significant glimmer of bunting disclosed the owner's presence aboard for an hour or two. — [302, 1526, 441, 1681]
news-item: Dr. S. C. Mitchell, head of the department of history at Richmond College, Va., has been elected president of the University of South Carolina, vice Major Benjamin Sloan, resigned. Dr. Mitchell has made engagements to lecture at Brown and Harvard Universities during the coming year, and the new president will assume his duties at once. — [449, 1891, 594, 1990]
illustration-waiter-cook — [759, 57, 966, 196]
ad-waiters-line4: Write for Complete Catalogue FREE — [772, 277, 952, 289]
ad-dye-title: DYE-WORKS — [72, 291, 129, 328]
story-title-box — [10, 471, 145, 594]
ad-receipt-subtitle: Send Name and Address To-day—You Can Have it Free and be Strong and Vigorous. — [17, 103, 137, 147]
story-paragraph: The hot month dragged on. Quarrier came. Agatha Caithness arrived a few days later—scheme of the Ferralls involving Alderdene—but the Siwanoa did not come, and Plank remained invisible. Leila Mortimer arrived from Swan's Harbor toward the middle of the month, offering no information as to the whereabouts of what Major Belwether delicately designated as her "legitimate." But everybody knew he was at least to be crossed off and struck clean out, and the ugly history of the winter, now so impudently corroborated at Saratoga, gave many a hostess the opportunity lost desired. — [449, 333, 594, 524]
santo-heading: SANTO DOMINGO'S PROMISING OUTLOOK. — [603, 2193, 745, 2221]
story-paragraph: "I suppose so," sneered Mortimer, "I'm sorry to intrude on you, Mr. Quarrier. Did you expect to find me?" — [10, 1501, 145, 1548]
poem-line: We can't afford to lose the soul — [457, 1210, 559, 1220]
ad-oil-line7: United States Bureau of CHEMISTRY — [760, 779, 965, 793]
poem-line: In bitter tears an end. — [457, 1029, 527, 1039]
story-paragraph: Plank scarcely noticed what the press said of him. He was too busy; his days were full days, brimming over deep into the night. Undaunted, inexorable, slow to the verge of stupidity at times, at times swift as a startled tiger, this new, amazing personality steadily developing, looming higher, heavier, athwart the financial horizon, in stature holding his own among giants, then growing gradually, inch by inch, dominated his surrounding level sky line. — [302, 636, 441, 792]
ad-waiters-line3: because they have found them satisfactory. — [785, 261, 940, 272]
column-6 — [754, 48, 971, 1474]
poem-line: That wounds a friend; — [457, 1007, 529, 1017]
poem-line: We can't afford to feed a flame — [457, 1189, 558, 1199]
ad-oil-line1: Has Been — [876, 604, 917, 616]
poem-line: We can't afford the fancy that comes — [457, 1061, 577, 1070]
story-paragraph: "It wouldn't be advisable for you to stop payment, you know," observed Mortimer insolently, lying back in his chair and stretching his legs. — [155, 1605, 294, 1652]
story-body-2 — [155, 48, 294, 1259]
story-paragraph: Mortimer was staring at Quarrier out of his protruding eyes. The girl leaned forward, deliberate, self possessed, the red lips edged with growing scorn. — [155, 1380, 294, 1439]
poem-line: That brings to-morrow's fast; — [457, 1050, 553, 1060]
column-rule — [445, 47, 446, 1473]
bishop-heading: BISHOP TANNER CELEBRATES. — [603, 2020, 745, 2036]
poem-line: To tragedy at last. — [457, 1071, 516, 1081]
